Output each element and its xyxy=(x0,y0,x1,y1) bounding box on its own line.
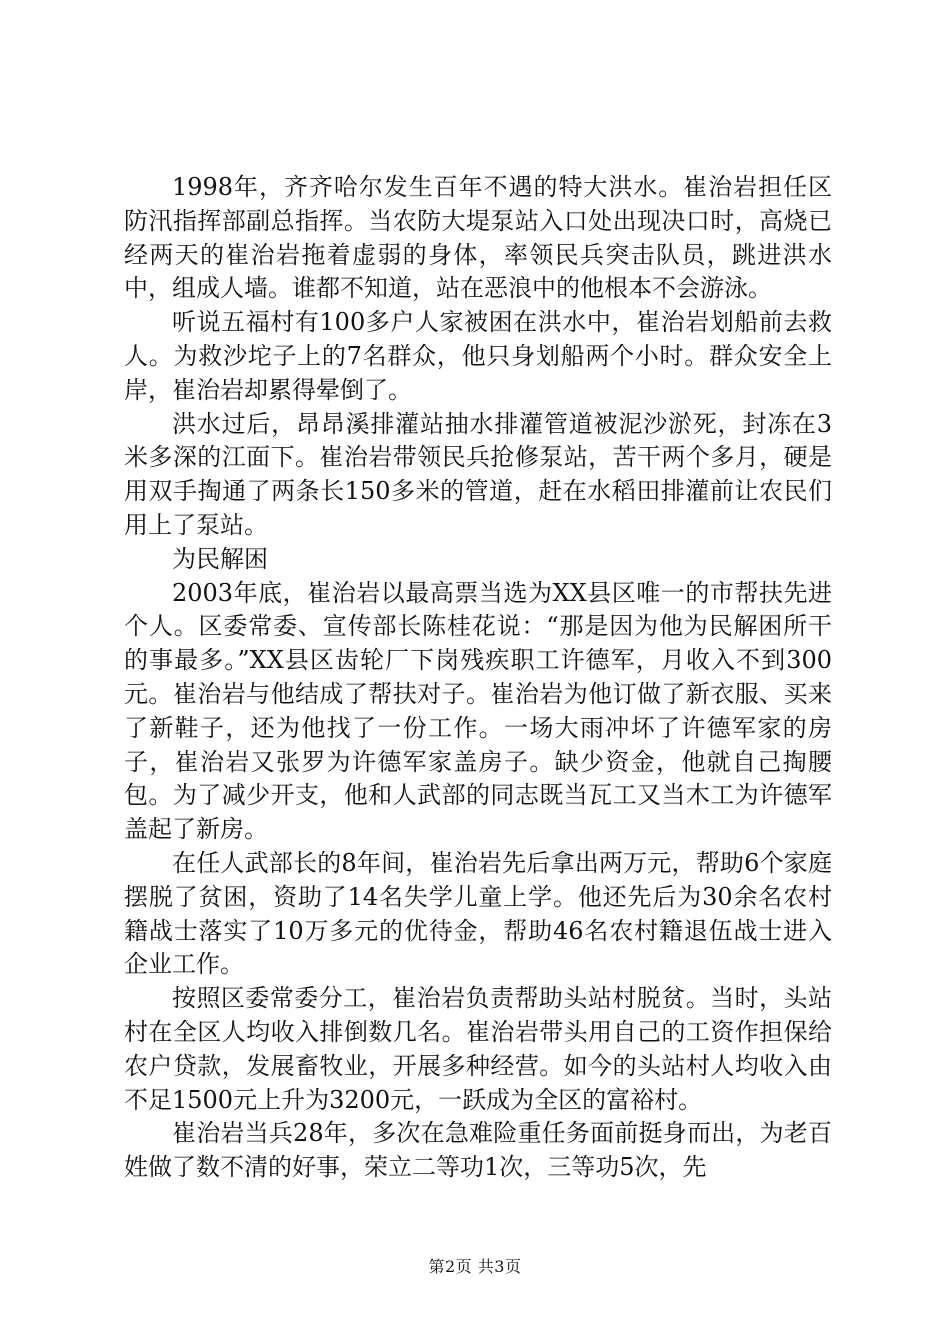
paragraph-xu-dejun-aid: 2003年底，崔治岩以最高票当选为XX县区唯一的市帮扶先进个人。区委常委、宣传部长陈桂花说：“那是因为他为民解困所干的事最多。”XX县区齿轮厂下岗残疾职工许德军，月收入不到300元。崔治岩与他结成了帮扶对子。崔治岩为他订做了新衣服、买来了新鞋子，还为他找了一份工作。一场大雨冲坏了许德军家的房子，崔治岩又张罗为许德军家盖房子。缺少资金，他就自己掏腰包。为了减少开支，他和人武部的同志既当瓦工又当木工为许德军盖起了新房。 xyxy=(124,578,832,844)
paragraph-toutzhan-village: 按照区委常委分工，崔治岩负责帮助头站村脱贫。当时，头站村在全区人均收入排倒数几名。崔治岩带头用自己的工资作担保给农户贷款，发展畜牧业，开展多种经营。如今的头站村人均收入由不足1500元上升为3200元，一跃成为全区的富裕村。 xyxy=(124,984,832,1114)
paragraph-pump-station-repair: 洪水过后，昂昂溪排灌站抽水排灌管道被泥沙淤死，封冻在3米多深的江面下。崔治岩带领民兵抢修泵站，苦干两个多月，硬是用双手掏通了两条长150多米的管道，赶在水稻田排灌前让农民们用上了泵站。 xyxy=(124,409,832,539)
document-body xyxy=(124,171,832,1185)
section-heading-relief: 为民解困 xyxy=(172,544,268,573)
paragraph-eight-years: 在任人武部长的8年间，崔治岩先后拿出两万元，帮助6个家庭摆脱了贫困，资助了14名失学儿童上学。他还先后为30余名农村籍战士落实了10万多元的优待金，帮助46名农村籍退伍战士进入企业工作。 xyxy=(124,848,832,979)
paragraph-28-years-service: 崔治岩当兵28年，多次在急难险重任务面前挺身而出，为老百姓做了数不清的好事，荣立二等功1次，三等功5次，先 xyxy=(124,1119,832,1182)
paragraph-flood-1998: 1998年，齐齐哈尔发生百年不遇的特大洪水。崔治岩担任区防汛指挥部副总指挥。当农防大堤泵站入口处出现决口时，高烧已经两天的崔治岩拖着虚弱的身体，率领民兵突击队员，跳进洪水中，组成人墙。谁都不知道，站在恶浪中的他根本不会游泳。 xyxy=(124,173,832,303)
paragraph-wufu-rescue: 听说五福村有100多户人家被困在洪水中，崔治岩划船前去救人。为救沙坨子上的7名群众，他只身划船两个小时。群众安全上岸，崔治岩却累得晕倒了。 xyxy=(124,308,832,404)
page-footer: 第2页 共3页 xyxy=(428,1257,522,1276)
